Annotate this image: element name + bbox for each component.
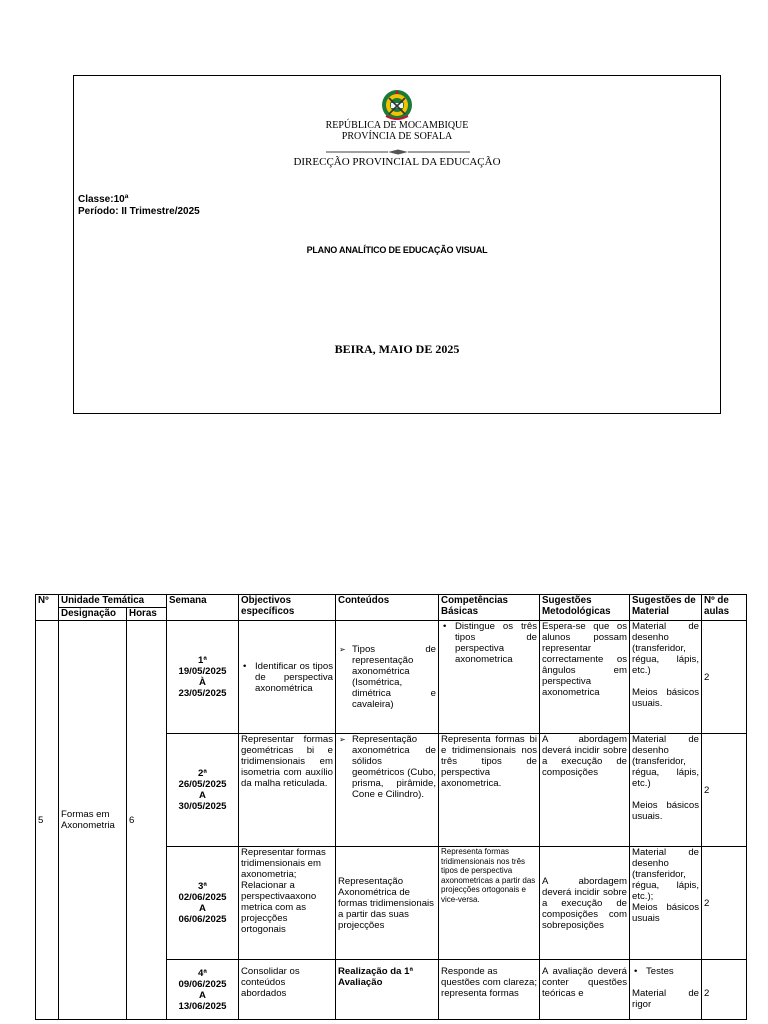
competences-text: • Distingue os três tipos de perspectiva axonometrica: [455, 621, 537, 665]
materials-primary: Material de desenho (transferidor, régua, lápis, etc.): [632, 734, 699, 789]
contents-cell: [336, 734, 439, 847]
week-number: 3ª: [198, 881, 207, 892]
materials-secondary: Meios básicos usuais.: [632, 800, 699, 822]
class-line: Classe:10ª: [78, 194, 129, 205]
contents-text: ➢ Tipos de representação axonométrica (Isométrica, dimétrica e cavaleira): [352, 644, 436, 710]
materials-cell: [630, 734, 702, 847]
week-cell: [167, 621, 239, 734]
class-period-block: [78, 194, 200, 218]
methodology-cell: A abordagem deverá incidir sobre a execução de composições com sobreposições: [540, 847, 630, 960]
competences-cell: Responde as questões com clareza; representa formas: [439, 960, 540, 1020]
week-cell: [167, 734, 239, 847]
week-from: 19/05/2025: [178, 666, 227, 677]
objectives-cell: [239, 621, 336, 734]
week-from: 02/06/2025: [178, 892, 227, 903]
header-methodology: Sugestões Metodológicas: [540, 595, 630, 621]
methodology-cell: Espera-se que os alunos possam representar correctamente os ângulos em perspectiva axonometrica: [540, 621, 630, 734]
lessons-cell: 2: [702, 847, 747, 960]
materials-cell: [630, 960, 702, 1020]
header-designation: Designação: [59, 608, 127, 621]
objectives-cell: Representar formas tridimensionais em axonometria; Relacionar a perspectivaaxono metrica com as projecções ortogonais: [239, 847, 336, 960]
materials-primary: Material de desenho (transferidor, régua, lápis, etc.);: [632, 847, 699, 902]
unit-designation-cell: Formas em Axonometria: [59, 621, 127, 1020]
methodology-cell: A avaliação deverá conter questões teóricas e: [540, 960, 630, 1020]
week-number: 1ª: [198, 655, 207, 666]
contents-cell: [336, 621, 439, 734]
header-objectives: Objectivos específicos: [239, 595, 336, 621]
week-to: 06/06/2025: [178, 914, 227, 925]
materials-cell: [630, 847, 702, 960]
contents-cell: Representação Axonométrica de formas tridimensionais a partir das suas projecções: [336, 847, 439, 960]
republic-heading: REPÚBLICA DE MOCAMBIQUE: [325, 120, 469, 131]
plan-title: PLANO ANALÍTICO DE EDUCAÇÃO VISUAL: [306, 245, 488, 255]
header-week: Semana: [167, 595, 239, 621]
week-cell: [167, 960, 239, 1020]
unit-number-cell: 5: [36, 621, 59, 1020]
competences-cell: Representa formas tridimensionais nos três tipos de perspectiva axonometricas a partir das projecções ortogonais e vice-versa.: [439, 847, 540, 960]
week-to: 13/06/2025: [178, 1000, 227, 1012]
week-separator: A: [199, 989, 206, 1001]
week-cell: [167, 847, 239, 960]
header-no: Nº: [36, 595, 59, 621]
header-lessons: Nº de aulas: [702, 595, 747, 621]
materials-secondary: Material de rigor: [632, 988, 699, 1010]
city-date: BEIRA, MAIO DE 2025: [334, 342, 460, 356]
contents-text: ➢ Representação axonométrica de sólidos geométricos (Cubo, prisma, pirâmide, Cone e Cilindro).: [352, 734, 436, 800]
cover-frame: [73, 75, 721, 414]
table-row: [36, 621, 747, 734]
lessons-cell: 2: [702, 734, 747, 847]
week-number: 2ª: [198, 768, 207, 779]
week-number: 4ª: [198, 967, 207, 979]
objectives-cell: Consolidar os conteúdos abordados: [239, 960, 336, 1020]
unit-hours-cell: 6: [127, 621, 167, 1020]
week-separator: A: [199, 903, 206, 914]
competences-cell: Representa formas bi e tridimensionais nos três tipos de perspectiva axonometrica.: [439, 734, 540, 847]
contents-cell: Realização da 1ª Avaliação: [336, 960, 439, 1020]
week-separator: A: [199, 790, 206, 801]
period-line: Período: II Trimestre/2025: [78, 206, 200, 217]
directorate-heading: DIRECÇÃO PROVINCIAL DA EDUCAÇÃO: [293, 156, 501, 168]
header-materials: Sugestões de Material: [630, 595, 702, 621]
objectives-cell: Representar formas geométricas bi e tridimensionais em isometria com auxílio da malha reticulada.: [239, 734, 336, 847]
week-to: 30/05/2025: [178, 801, 227, 812]
header-unit: Unidade Temática: [59, 595, 167, 608]
ornament-divider: [326, 149, 470, 155]
materials-cell: [630, 621, 702, 734]
week-from: 26/05/2025: [178, 779, 227, 790]
methodology-cell: A abordagem deverá incidir sobre a execução de composições: [540, 734, 630, 847]
week-to: 23/05/2025: [178, 688, 227, 699]
materials-primary: • Testes: [646, 966, 699, 977]
mozambique-emblem-icon: [380, 88, 414, 122]
materials-secondary: Meios básicos usuais.: [632, 687, 699, 709]
objectives-text: • Identificar os tipos de perspectiva axonométrica: [255, 661, 333, 694]
week-separator: À: [199, 677, 206, 688]
competences-cell: [439, 621, 540, 734]
materials-primary: Material de desenho (transferidor, régua, lápis, etc.): [632, 621, 699, 676]
header-hours: Horas: [127, 608, 167, 621]
header-contents: Conteúdos: [336, 595, 439, 621]
week-from: 09/06/2025: [178, 978, 227, 990]
lessons-cell: 2: [702, 960, 747, 1020]
lessons-cell: 2: [702, 621, 747, 734]
province-heading: PROVÍNCIA DE SOFALA: [341, 131, 453, 142]
analytic-plan-table: [35, 594, 747, 1020]
materials-secondary: Meios básicos usuais: [632, 902, 699, 924]
header-competences: Competências Básicas: [439, 595, 540, 621]
